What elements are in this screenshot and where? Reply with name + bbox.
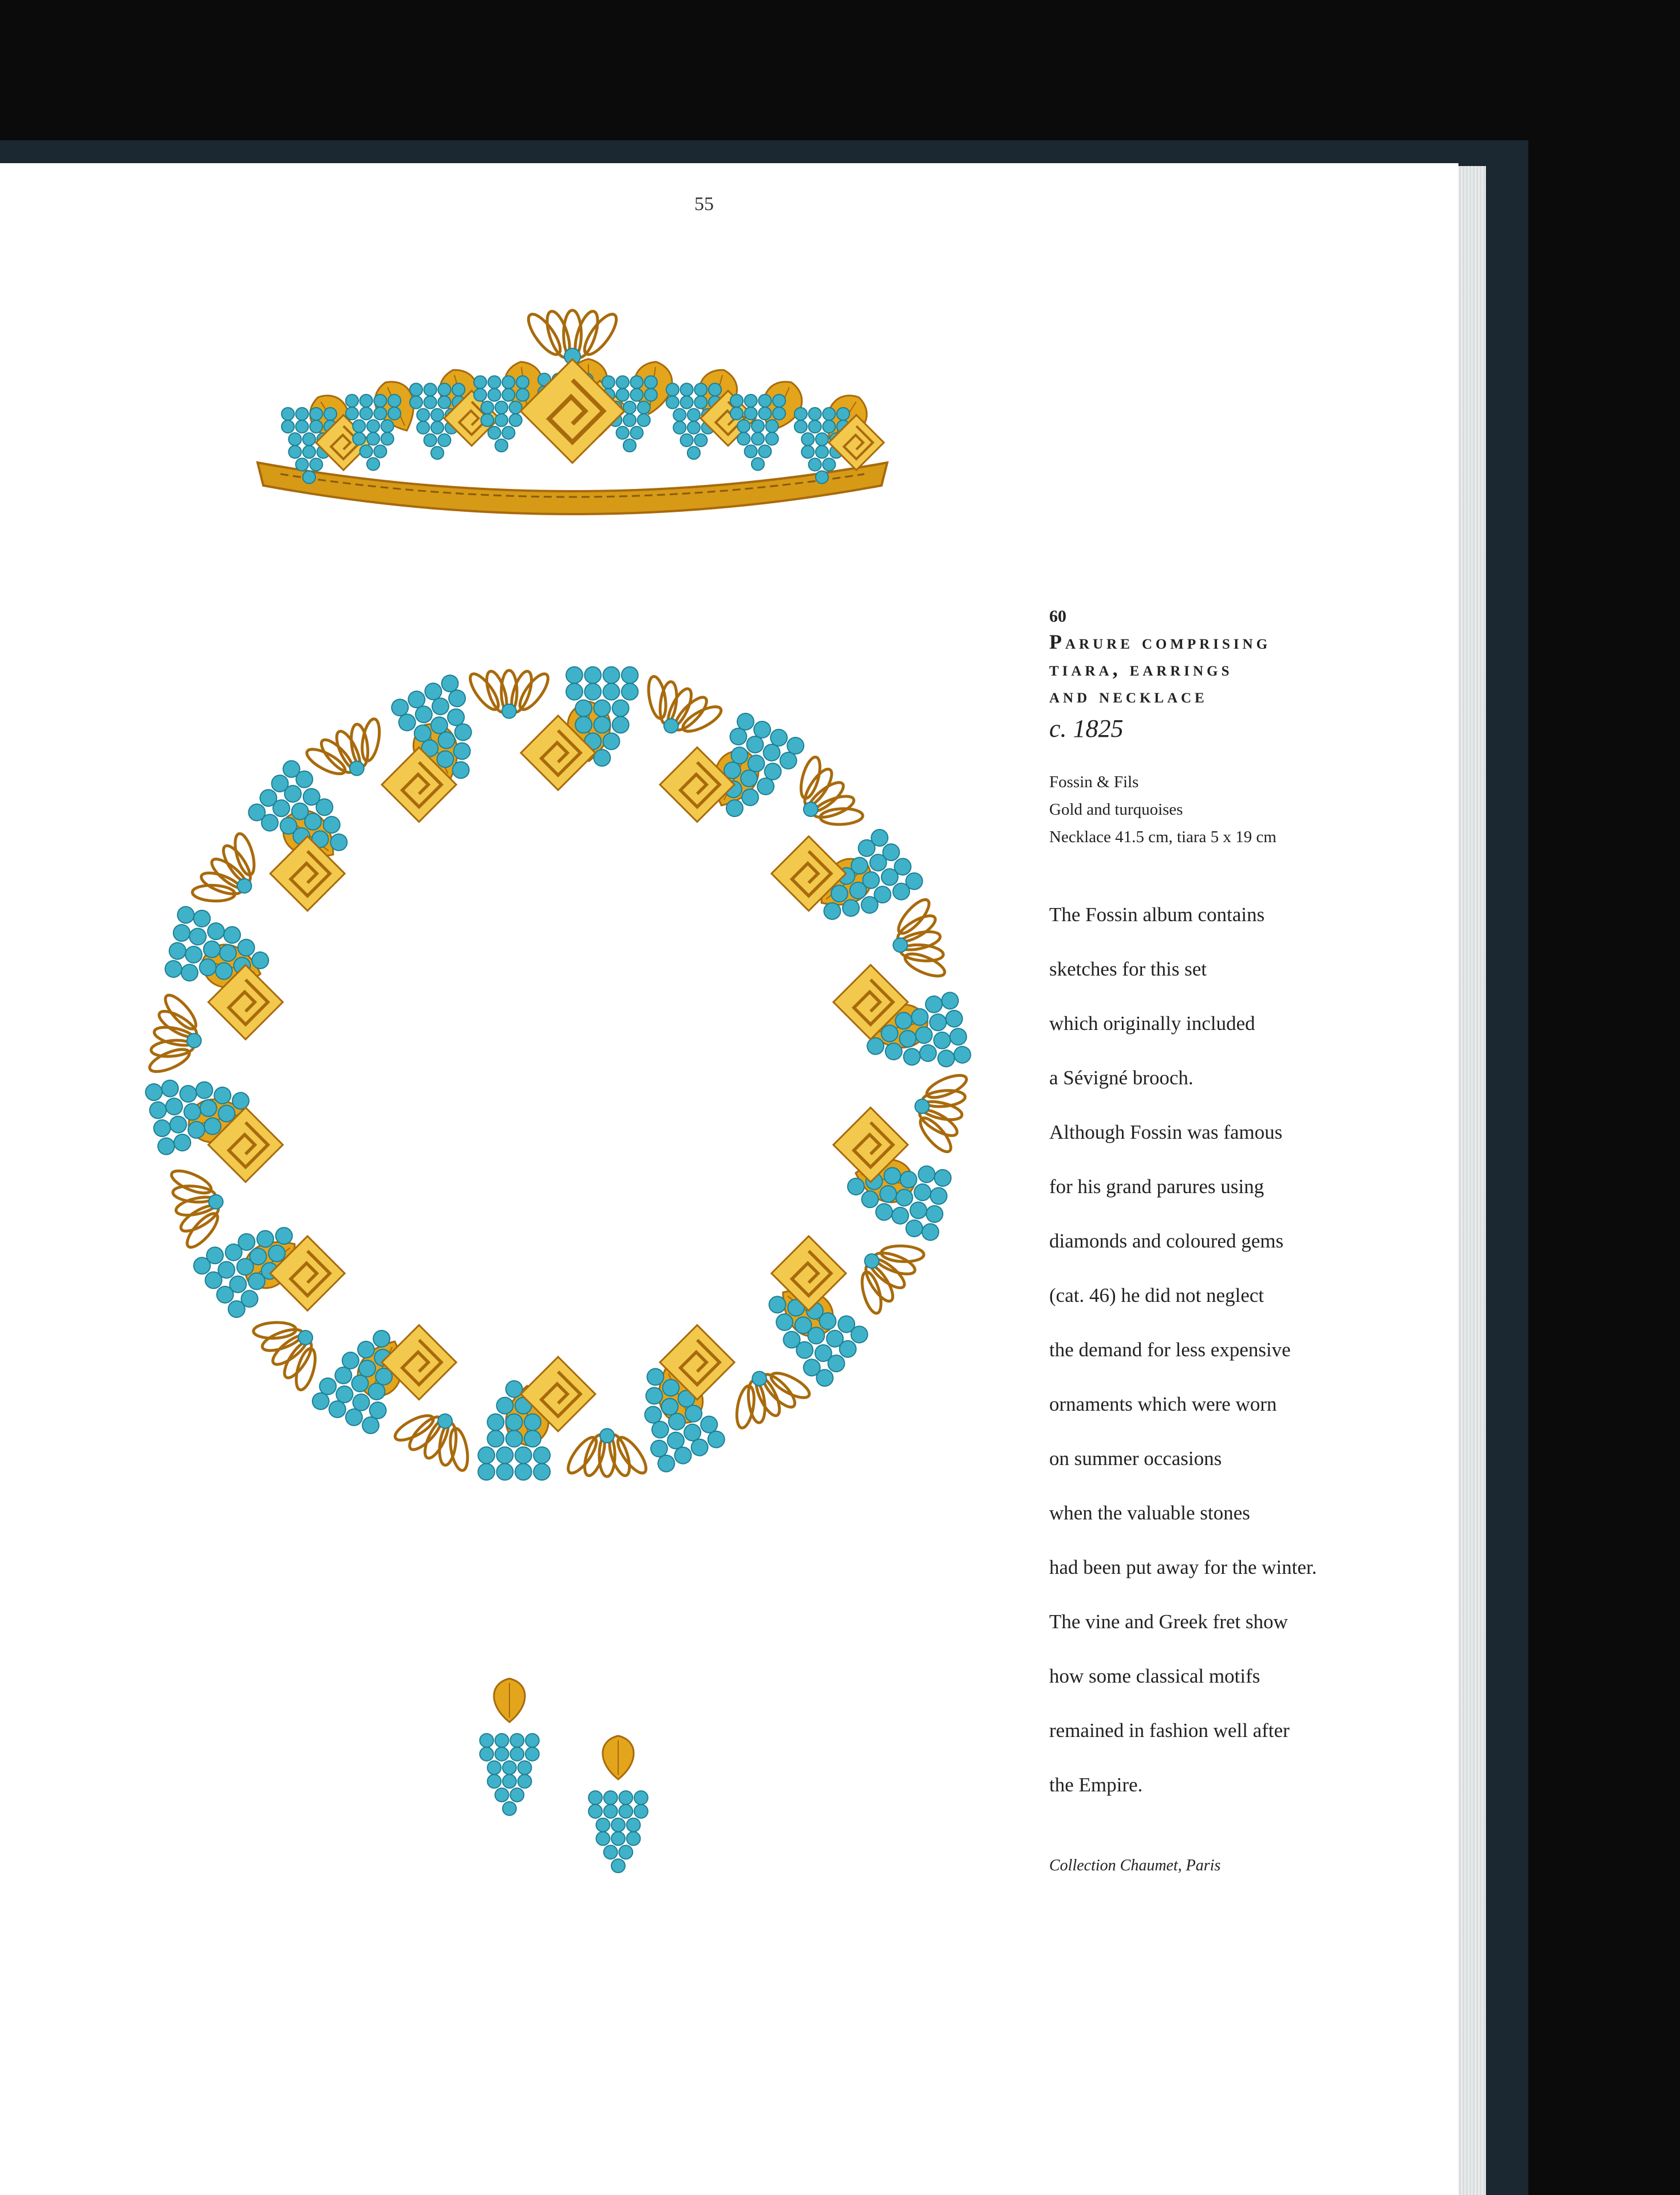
- materials: Gold and turquoises: [1049, 800, 1183, 819]
- description-line: when the valuable stones: [1049, 1501, 1250, 1524]
- collection-credit: Collection Chaumet, Paris: [1049, 1856, 1221, 1874]
- description-line: ornaments which were worn: [1049, 1392, 1277, 1415]
- description-line: The Fossin album contains: [1049, 903, 1265, 926]
- earrings-photo: [446, 1666, 693, 1952]
- description-line: The vine and Greek fret show: [1049, 1610, 1288, 1633]
- description-line: how some classical motifs: [1049, 1664, 1260, 1687]
- description-line: a Sévigné brooch.: [1049, 1066, 1193, 1089]
- entry-title-line: tiara, earrings: [1049, 657, 1233, 680]
- palmette-ornament: [628, 669, 729, 751]
- necklace-illustration: [100, 638, 1016, 1520]
- palmette-ornament: [143, 989, 211, 1085]
- description-line: (cat. 46) he did not neglect: [1049, 1284, 1264, 1306]
- entry-description: [1049, 874, 1416, 1826]
- palmette-ornament: [465, 669, 553, 718]
- dimensions: Necklace 41.5 cm, tiara 5 x 19 cm: [1049, 828, 1276, 846]
- palmette-ornament: [906, 1062, 973, 1158]
- tiara-photo: [246, 291, 899, 520]
- description-line: Although Fossin was famous: [1049, 1120, 1283, 1143]
- description-line: sketches for this set: [1049, 957, 1207, 980]
- entry-title-line: Parure comprising: [1049, 630, 1271, 653]
- vine-leaf: [603, 1736, 634, 1779]
- description-line: diamonds and coloured gems: [1049, 1229, 1284, 1252]
- entry-title-line: and necklace: [1049, 684, 1208, 707]
- palmette-ornament: [563, 1428, 651, 1478]
- caption-block: [1049, 607, 1416, 1875]
- necklace-photo: [100, 638, 1016, 1520]
- turquoise-grape-cluster: [480, 1734, 539, 1815]
- description-line: remained in fashion well after: [1049, 1719, 1290, 1742]
- palmette-ornament: [388, 1396, 488, 1478]
- tiara-illustration: [246, 291, 899, 520]
- description-line: which originally included: [1049, 1012, 1255, 1035]
- palmette-ornament: [184, 826, 277, 925]
- entry-title: [1049, 629, 1416, 709]
- page-edge: [1458, 166, 1486, 2195]
- earrings-illustration: [446, 1666, 693, 1952]
- catalogue-number: 60: [1049, 607, 1066, 626]
- description-line: the demand for less expensive: [1049, 1338, 1291, 1361]
- description-line: had been put away for the winter.: [1049, 1556, 1317, 1578]
- palmette-ornament: [165, 1158, 232, 1254]
- vine-leaf: [494, 1679, 525, 1722]
- entry-date: c. 1825: [1049, 714, 1124, 743]
- description-line: for his grand parures using: [1049, 1175, 1264, 1198]
- description-line: the Empire.: [1049, 1773, 1143, 1796]
- description-line: on summer occasions: [1049, 1447, 1222, 1470]
- palmette-ornament: [523, 309, 622, 364]
- palmette-ornament: [839, 1222, 932, 1321]
- palmette-ornament: [884, 893, 951, 989]
- maker: Fossin & Fils: [1049, 773, 1139, 791]
- page-number: 55: [694, 194, 714, 215]
- turquoise-grape-cluster: [588, 1791, 648, 1873]
